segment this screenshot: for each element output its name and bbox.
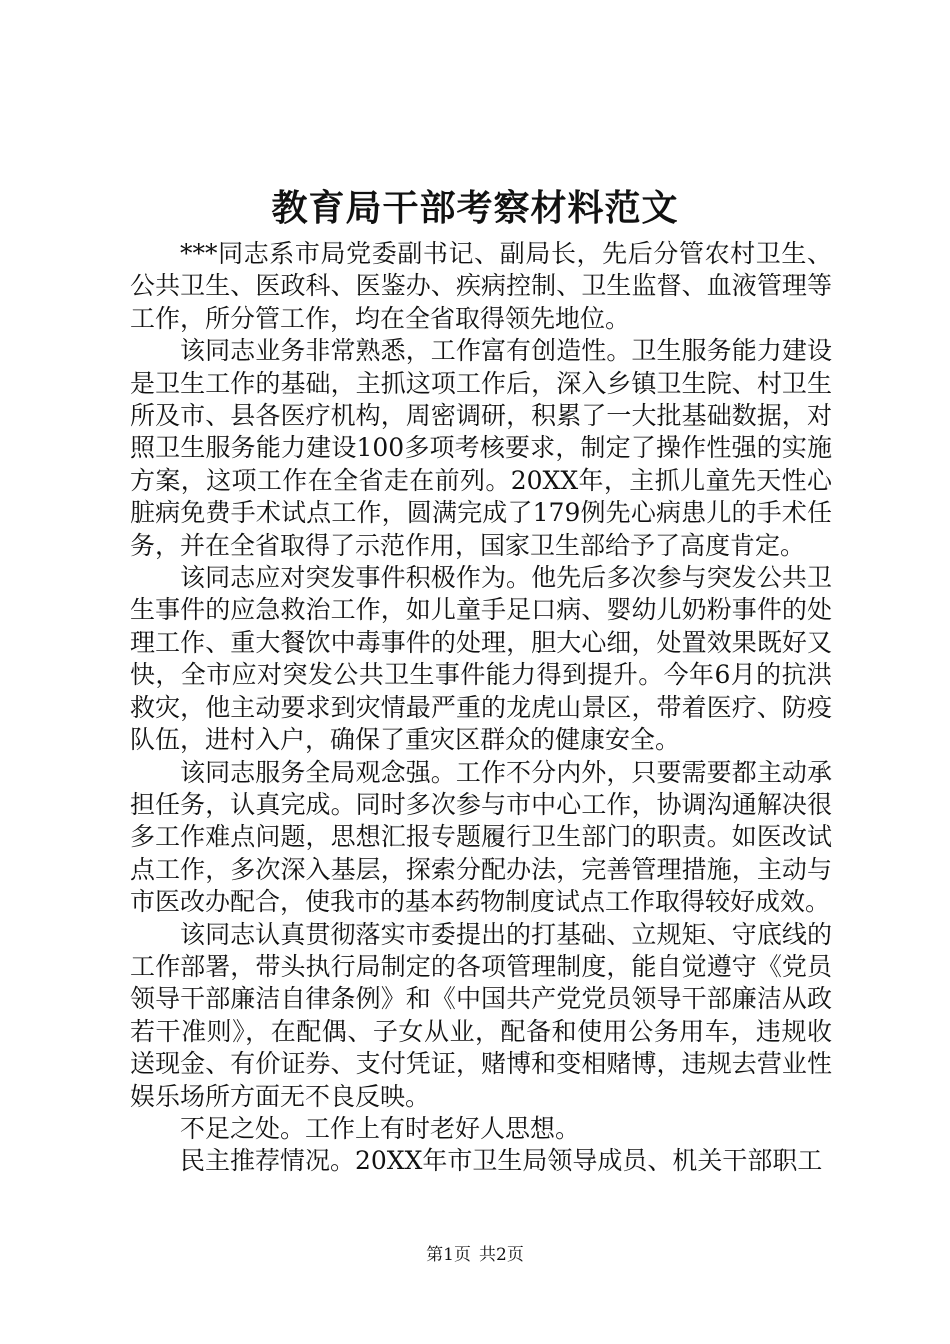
page-number-current: 第1页 — [426, 1245, 471, 1265]
paragraph-2: 该同志业务非常熟悉，工作富有创造性。卫生服务能力建设是卫生工作的基础，主抓这项工作后，深入乡镇卫生院、村卫生所及市、县各医疗机构，周密调研，积累了一大批基础数据，对照卫生服务能力建设100多项考核要求，制定了操作性强的实施方案，这项工作在全省走在前列。20XX年，主抓儿童先天性心脏病免费手术试点工作，圆满完成了179例先心病患儿的手术任务，并在全省取得了示范作用，国家卫生部给予了高度肯定。 — [130, 336, 832, 560]
document-title: 教育局干部考察材料范文 — [271, 187, 679, 229]
paragraph-5: 该同志认真贯彻落实市委提出的打基础、立规矩、守底线的工作部署，带头执行局制定的各项管理制度，能自觉遵守《党员领导干部廉洁自律条例》和《中国共产党党员领导干部廉洁从政若干准则》，在配偶、子女从业，配备和使用公务用车，违规收送现金、有价证券、支付凭证，赌博和变相赌博，违规去营业性娱乐场所方面无不良反映。 — [130, 919, 832, 1111]
page-number-total: 共2页 — [479, 1245, 524, 1265]
paragraph-1: ***同志系市局党委副书记、副局长，先后分管农村卫生、公共卫生、医政科、医鉴办、疾病控制、卫生监督、血液管理等工作，所分管工作，均在全省取得领先地位。 — [130, 239, 832, 333]
paragraph-4: 该同志服务全局观念强。工作不分内外，只要需要都主动承担任务，认真完成。同时多次参与市中心工作，协调沟通解决很多工作难点问题，思想汇报专题履行卫生部门的职责。如医改试点工作，多次深入基层，探索分配办法，完善管理措施，主动与市医改办配合，使我市的基本药物制度试点工作取得较好成效。 — [130, 757, 832, 917]
page-footer — [0, 1243, 950, 1267]
document-body — [130, 238, 832, 1178]
paragraph-7: 民主推荐情况。20XX年市卫生局领导成员、机关干部职工 — [180, 1146, 823, 1176]
paragraph-3: 该同志应对突发事件积极作为。他先后多次参与突发公共卫生事件的应急救治工作，如儿童手足口病、婴幼儿奶粉事件的处理工作、重大餐饮中毒事件的处理，胆大心细，处置效果既好又快，全市应对突发公共卫生事件能力得到提升。今年6月的抗洪救灾，他主动要求到灾情最严重的龙虎山景区，带着医疗、防疫队伍，进村入户，确保了重灾区群众的健康安全。 — [130, 563, 832, 755]
paragraph-6: 不足之处。工作上有时老好人思想。 — [180, 1113, 581, 1143]
